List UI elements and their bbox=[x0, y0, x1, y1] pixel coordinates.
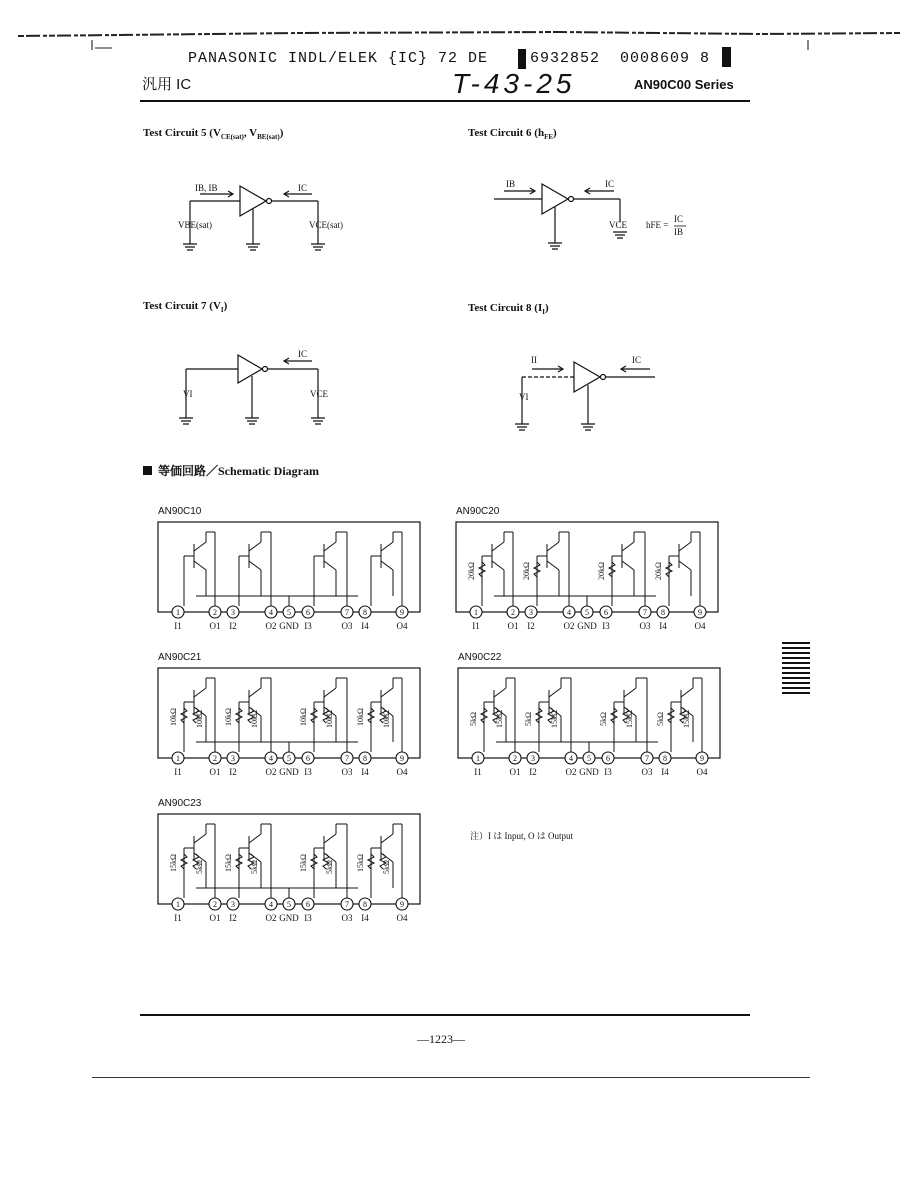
pin-name: I1 bbox=[174, 767, 182, 777]
pin-number: 5 bbox=[587, 754, 591, 763]
resistor-label: 5kΩ bbox=[599, 712, 608, 726]
pin-number: 1 bbox=[176, 900, 180, 909]
pin-name: I1 bbox=[474, 767, 482, 777]
pin-number: 3 bbox=[529, 608, 533, 617]
pin-number: 4 bbox=[269, 754, 273, 763]
resistor-label: 20kΩ bbox=[654, 562, 663, 580]
pin-number: 1 bbox=[176, 608, 180, 617]
resistor-label: 15kΩ bbox=[169, 854, 178, 872]
pin-name: O3 bbox=[341, 913, 353, 923]
pin-number: 2 bbox=[213, 608, 217, 617]
tc6-formula-lhs: hFE = bbox=[646, 220, 669, 230]
pin-name: I3 bbox=[304, 621, 312, 631]
pin-number: 1 bbox=[476, 754, 480, 763]
pin-name: I4 bbox=[361, 913, 369, 923]
pin-name: I4 bbox=[659, 621, 667, 631]
tc5-in-label: IB, IB bbox=[195, 183, 218, 193]
pin-name: I4 bbox=[661, 767, 669, 777]
pin-name: I2 bbox=[527, 621, 535, 631]
tc8-in-label: II bbox=[531, 355, 537, 365]
pin-number: 8 bbox=[363, 754, 367, 763]
resistor-label: 5kΩ bbox=[195, 860, 204, 874]
pin-number: 8 bbox=[663, 754, 667, 763]
test-circuit-5-title: Test Circuit 5 ($V_{CE(sat)}$, $V_{BE(sat)}$) bbox=[143, 127, 284, 142]
pin-name: O1 bbox=[209, 767, 221, 777]
edge-index-marks bbox=[782, 640, 812, 696]
pin-name: O1 bbox=[209, 621, 221, 631]
pin-name: O3 bbox=[341, 767, 353, 777]
resistor-label: 20kΩ bbox=[597, 562, 606, 580]
pin-number: 6 bbox=[306, 754, 310, 763]
pin-number: 3 bbox=[531, 754, 535, 763]
pin-number: 4 bbox=[269, 900, 273, 909]
pin-number: 2 bbox=[511, 608, 515, 617]
pin-name: I3 bbox=[304, 913, 312, 923]
resistor-label: 10kΩ bbox=[356, 708, 365, 726]
schematic-note: 注）I は Input, O は Output bbox=[470, 831, 573, 841]
tc8-vleft-label: VI bbox=[519, 392, 529, 402]
pin-number: 7 bbox=[345, 900, 349, 909]
pin-name: I4 bbox=[361, 767, 369, 777]
transistor bbox=[184, 532, 215, 606]
pin-number: 5 bbox=[287, 754, 291, 763]
pin-name: I3 bbox=[604, 767, 612, 777]
pin-name: O1 bbox=[507, 621, 519, 631]
chip-an90c20 bbox=[456, 506, 718, 631]
page-number: —1223— bbox=[417, 1032, 465, 1046]
pin-name: O2 bbox=[265, 767, 277, 777]
footer-rule bbox=[140, 1014, 750, 1016]
pin-name: O2 bbox=[265, 621, 277, 631]
resistor-label: 15kΩ bbox=[224, 854, 233, 872]
pin-number: 5 bbox=[287, 608, 291, 617]
header-code-a: 6932852 bbox=[530, 50, 601, 67]
pin-number: 4 bbox=[269, 608, 273, 617]
resistor-label: 5kΩ bbox=[656, 712, 665, 726]
pin-number: 7 bbox=[643, 608, 647, 617]
pin-number: 7 bbox=[345, 754, 349, 763]
transistor bbox=[371, 532, 402, 606]
resistor-label: 10kΩ bbox=[224, 708, 233, 726]
series-title: AN90C00 Series bbox=[634, 77, 734, 92]
pin-name: I1 bbox=[472, 621, 480, 631]
resistor-label: 5kΩ bbox=[250, 860, 259, 874]
test-circuit-6-title: Test Circuit 6 $(h_{FE})$ bbox=[468, 127, 557, 142]
resistor-label: 10kΩ bbox=[299, 708, 308, 726]
pin-name: O1 bbox=[509, 767, 521, 777]
pin-name: GND bbox=[279, 767, 299, 777]
pin-name: GND bbox=[577, 621, 597, 631]
pin-number: 3 bbox=[231, 900, 235, 909]
pin-number: 8 bbox=[661, 608, 665, 617]
pin-name: O3 bbox=[641, 767, 653, 777]
pin-name: O4 bbox=[694, 621, 706, 631]
tc6-in-label: IB bbox=[506, 179, 515, 189]
pin-name: I2 bbox=[229, 913, 237, 923]
pin-name: GND bbox=[279, 913, 299, 923]
pin-name: I2 bbox=[229, 621, 237, 631]
resistor-label: 15kΩ bbox=[625, 710, 634, 728]
tc7-vright-label: VCE bbox=[310, 389, 328, 399]
pin-number: 6 bbox=[606, 754, 610, 763]
pin-name: O4 bbox=[396, 913, 408, 923]
test-circuit-7-title: Test Circuit 7 $(V_I)$ bbox=[143, 300, 228, 315]
pin-number: 6 bbox=[306, 608, 310, 617]
pin-number: 4 bbox=[567, 608, 571, 617]
tc5-out-label: IC bbox=[298, 183, 307, 193]
chip-name: AN90C22 bbox=[458, 652, 502, 663]
pin-name: O3 bbox=[341, 621, 353, 631]
resistor-label: 5kΩ bbox=[382, 860, 391, 874]
chip-name: AN90C23 bbox=[158, 798, 202, 809]
pin-name: I2 bbox=[229, 767, 237, 777]
chip-an90c22 bbox=[458, 652, 720, 777]
pin-number: 3 bbox=[231, 754, 235, 763]
pin-number: 8 bbox=[363, 608, 367, 617]
resistor-label: 15kΩ bbox=[550, 710, 559, 728]
pin-number: 1 bbox=[176, 754, 180, 763]
pin-number: 7 bbox=[645, 754, 649, 763]
transistor bbox=[239, 532, 271, 606]
tc7-vleft-label: VI bbox=[183, 389, 193, 399]
pin-name: I4 bbox=[361, 621, 369, 631]
pin-number: 6 bbox=[604, 608, 608, 617]
pin-number: 5 bbox=[585, 608, 589, 617]
tc5-vleft-label: VBE(sat) bbox=[178, 220, 212, 230]
chip-name: AN90C10 bbox=[158, 506, 202, 517]
pin-name: O1 bbox=[209, 913, 221, 923]
pin-number: 3 bbox=[231, 608, 235, 617]
resistor-label: 10kΩ bbox=[382, 710, 391, 728]
pin-name: I1 bbox=[174, 621, 182, 631]
pin-number: 2 bbox=[213, 754, 217, 763]
pin-name: O2 bbox=[563, 621, 575, 631]
resistor-label: 10kΩ bbox=[250, 710, 259, 728]
category-title: 汎用 IC bbox=[142, 76, 192, 93]
resistor-label: 5kΩ bbox=[469, 712, 478, 726]
chip-name: AN90C21 bbox=[158, 652, 202, 663]
header-code-b: 0008609 8 bbox=[620, 50, 711, 67]
tc8-out-label: IC bbox=[632, 355, 641, 365]
tc6-vright-label: VCE bbox=[609, 220, 627, 230]
chip-an90c21 bbox=[158, 652, 420, 777]
tc6-formula-num: IC bbox=[674, 214, 683, 224]
pin-name: GND bbox=[579, 767, 599, 777]
pin-number: 2 bbox=[513, 754, 517, 763]
pin-number: 9 bbox=[400, 754, 404, 763]
pin-name: O4 bbox=[396, 621, 408, 631]
transistor bbox=[666, 532, 700, 606]
pin-number: 4 bbox=[569, 754, 573, 763]
pin-number: 9 bbox=[400, 900, 404, 909]
pin-number: 2 bbox=[213, 900, 217, 909]
resistor-label: 15kΩ bbox=[356, 854, 365, 872]
resistor-label: 15kΩ bbox=[495, 710, 504, 728]
chip-name: AN90C20 bbox=[456, 506, 500, 517]
schematic-heading: 等価回路／Schematic Diagram bbox=[143, 462, 319, 479]
resistor-label: 10kΩ bbox=[325, 710, 334, 728]
pin-number: 9 bbox=[700, 754, 704, 763]
resistor-label: 5kΩ bbox=[524, 712, 533, 726]
resistor-label: 10kΩ bbox=[169, 708, 178, 726]
scan-header-text: PANASONIC INDL/ELEK {IC} 72 DE bbox=[188, 50, 489, 67]
pin-number: 1 bbox=[474, 608, 478, 617]
resistor-label: 10kΩ bbox=[195, 710, 204, 728]
resistor-label: 5kΩ bbox=[325, 860, 334, 874]
pin-number: 5 bbox=[287, 900, 291, 909]
chip-an90c23 bbox=[158, 798, 420, 923]
chip-an90c10 bbox=[158, 506, 420, 631]
pin-name: I3 bbox=[304, 767, 312, 777]
transistor bbox=[479, 532, 513, 606]
bottom-scan-line bbox=[92, 1077, 810, 1078]
pin-name: O3 bbox=[639, 621, 651, 631]
pin-number: 9 bbox=[400, 608, 404, 617]
pin-name: O4 bbox=[696, 767, 708, 777]
pin-number: 8 bbox=[363, 900, 367, 909]
transistor bbox=[534, 532, 569, 606]
pin-number: 6 bbox=[306, 900, 310, 909]
tc5-vright-label: VCE(sat) bbox=[309, 220, 343, 230]
resistor-label: 15kΩ bbox=[682, 710, 691, 728]
resistor-label: 15kΩ bbox=[299, 854, 308, 872]
tc6-out-label: IC bbox=[605, 179, 614, 189]
pin-number: 7 bbox=[345, 608, 349, 617]
tc6-formula-den: IB bbox=[674, 227, 683, 237]
pin-number: 9 bbox=[698, 608, 702, 617]
pin-name: O4 bbox=[396, 767, 408, 777]
pin-name: I3 bbox=[602, 621, 610, 631]
transistor bbox=[314, 532, 347, 606]
test-circuit-8-title: Test Circuit 8 $(I_I)$ bbox=[468, 302, 549, 317]
handwritten-code: T-43-25 bbox=[452, 68, 576, 99]
resistor-label: 20kΩ bbox=[522, 562, 531, 580]
pin-name: I2 bbox=[529, 767, 537, 777]
resistor-label: 20kΩ bbox=[467, 562, 476, 580]
pin-name: O2 bbox=[565, 767, 577, 777]
transistor bbox=[609, 532, 645, 606]
pin-name: GND bbox=[279, 621, 299, 631]
tc7-out-label: IC bbox=[298, 349, 307, 359]
pin-name: O2 bbox=[265, 913, 277, 923]
pin-name: I1 bbox=[174, 913, 182, 923]
